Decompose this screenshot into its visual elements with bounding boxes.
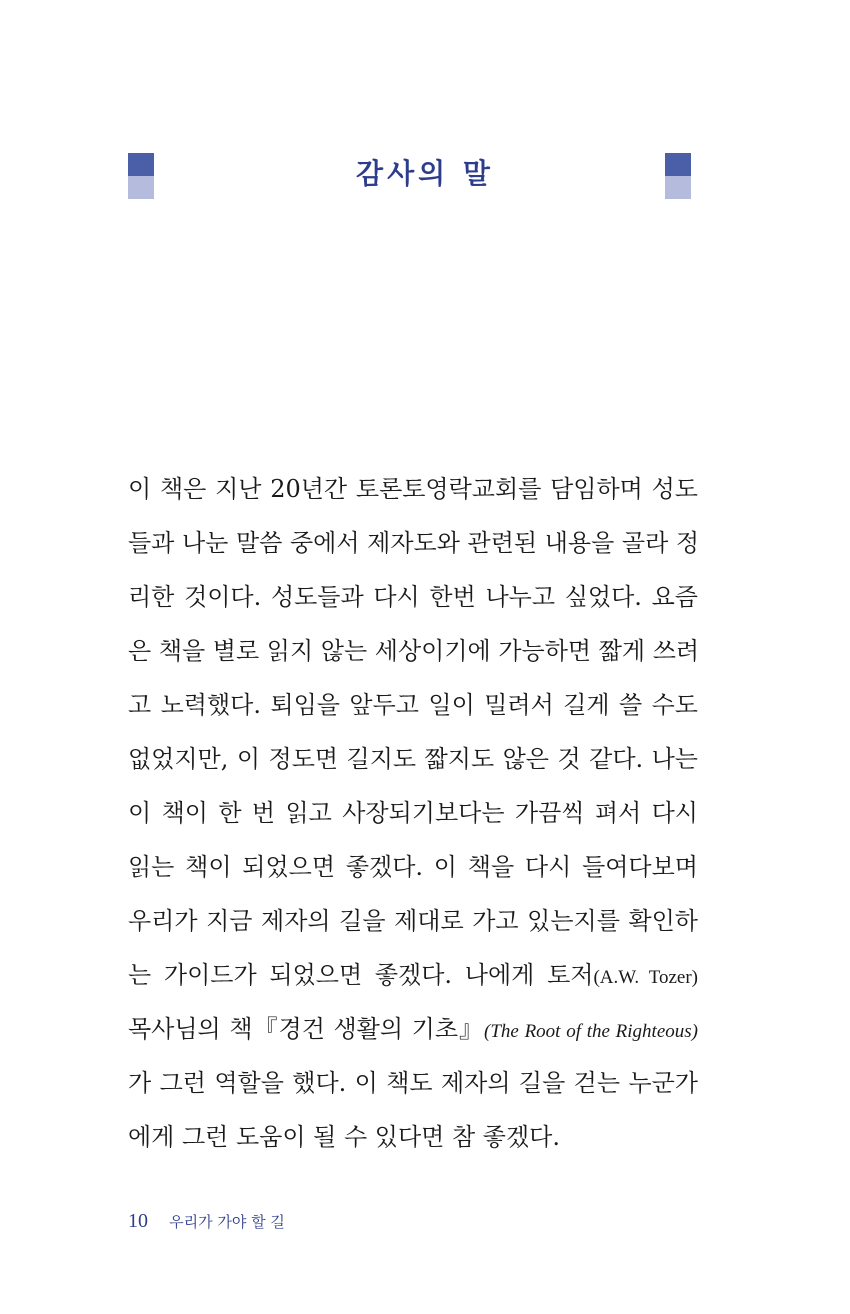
body-line: 이 책은 지난 20년간 토론토영락교회를 담임하며 성도	[128, 475, 698, 503]
body-line: 고 노력했다. 퇴임을 앞두고 일이 밀려서 길게 쓸 수도	[128, 691, 698, 719]
running-book-title: 우리가 가야 할 길	[169, 1213, 285, 1231]
body-line: 들과 나눈 말씀 중에서 제자도와 관련된 내용을 골라 정	[128, 529, 700, 557]
body-line: 가 그런 역할을 했다. 이 책도 제자의 길을 걷는 누군가	[128, 1069, 698, 1097]
body-line-text: 는 가이드가 되었으면 좋겠다. 나에게 토저	[128, 961, 594, 989]
body-line-text: 목사님의 책『경건 생활의 기초』	[128, 1015, 485, 1043]
body-line: 이 책이 한 번 읽고 사장되기보다는 가끔씩 펴서 다시	[128, 799, 698, 827]
body-line: 리한 것이다. 성도들과 다시 한번 나누고 싶었다. 요즘	[128, 583, 698, 611]
body-paragraph	[128, 467, 698, 1169]
body-line-last: 에게 그런 도움이 될 수 있다면 참 좋겠다.	[128, 1123, 560, 1151]
body-line: 은 책을 별로 읽지 않는 세상이기에 가능하면 짧게 쓰려	[128, 637, 700, 665]
author-name-latin: (A.W. Tozer)	[593, 967, 698, 988]
title-decoration-right	[665, 153, 691, 199]
body-line-with-book-title	[128, 1007, 698, 1061]
decoration-block-dark	[665, 153, 691, 176]
book-title-english: (The Root of the Righteous)	[484, 1021, 698, 1042]
page-footer	[128, 1207, 285, 1235]
body-line: 읽는 책이 되었으면 좋겠다. 이 책을 다시 들여다보며	[128, 853, 698, 881]
decoration-block-light	[665, 176, 691, 199]
page-title: 감사의 말	[356, 157, 494, 190]
body-line-with-author	[128, 953, 698, 1007]
body-line: 없었지만, 이 정도면 길지도 짧지도 않은 것 같다. 나는	[128, 745, 698, 773]
body-line: 우리가 지금 제자의 길을 제대로 가고 있는지를 확인하	[128, 907, 698, 935]
page-number: 10	[128, 1210, 148, 1232]
